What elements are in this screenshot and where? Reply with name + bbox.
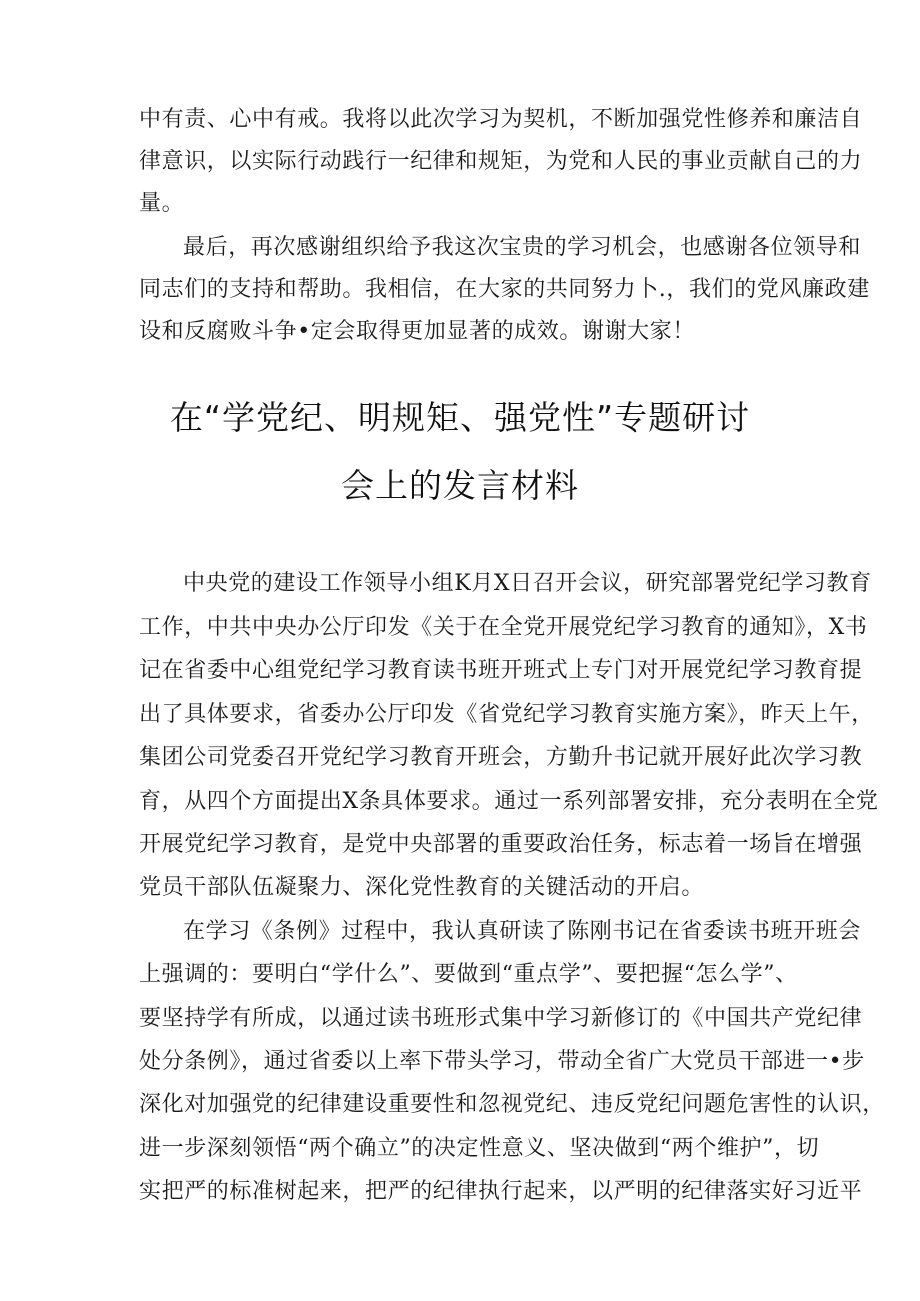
body-line-13: 深化对加强党的纪律建设重要性和忽视党纪、违反党纪问题危害性的认识， (139, 1092, 885, 1117)
body-line-15: 实把严的标准树起来，把严的纪律执行起来，以严明的纪律落实好习近平 (139, 1179, 863, 1204)
body-line-1: 中央党的建设工作领导小组K月X日召开会议，研究部署党纪学习教育 (183, 571, 872, 596)
title-line-2: 会上的发言材料 (341, 466, 579, 505)
intro-line-3: 量。 (139, 191, 185, 216)
body-line-14: 进一步深刻领悟“两个确立”的决定性意义、坚决做到“两个维护”，切 (139, 1136, 820, 1161)
body-line-4: 出了具体要求，省委办公厅印发《省党纪学习教育实施方案》，昨天上午， (139, 702, 874, 727)
body-line-9: 在学习《条例》过程中，我认真研读了陈刚书记在省委读书班开班会 (183, 919, 862, 944)
intro-line-2: 律意识，以实际行动践行一纪律和规矩，为党和人民的事业贡献自己的力 (139, 149, 863, 174)
body-line-10: 上强调的：要明白“学什么”、要做到“重点学”、要把握“怎么学”、 (139, 962, 798, 987)
body-line-3: 记在省委中心组党纪学习教育读书班开班式上专门对开展党纪学习教育提 (139, 658, 863, 683)
body-line-11: 要坚持学有所成，以通过读书班形式集中学习新修订的《中国共产党纪律 (139, 1006, 863, 1031)
body-line-6: 育，从四个方面提出X条具体要求。通过一系列部署安排，充分表明在全党 (139, 789, 879, 814)
body-line-12: 处分条例》，通过省委以上率下带头学习，带动全省广大党员干部进一•步 (139, 1049, 865, 1074)
body-line-2: 工作，中共中央办公厅印发《关于在全党开展党纪学习教育的通知》，X书 (139, 615, 868, 640)
intro-line-1: 中有责、心中有戒。我将以此次学习为契机，不断加强党性修养和廉洁自 (139, 107, 863, 132)
intro-line-4: 最后，再次感谢组织给予我这次宝贵的学习机会，也感谢各位领导和 (183, 235, 862, 260)
intro-line-6: 设和反腐败斗争•定会取得更加显著的成效。谢谢大家！ (139, 319, 695, 344)
body-line-7: 开展党纪学习教育，是党中央部署的重要政治任务，标志着一场旨在增强 (139, 832, 863, 857)
body-line-5: 集团公司党委召开党纪学习教育开班会，方勤升书记就开展好此次学习教 (139, 745, 863, 770)
body-line-8: 党员干部队伍凝聚力、深化党性教育的关键活动的开启。 (139, 875, 705, 900)
title-line-1: 在“学党纪、明规矩、强党性”专题研讨 (169, 398, 751, 437)
intro-line-5: 同志们的支持和帮助。我相信，在大家的共同努力卜.，我们的党风廉政建 (139, 277, 870, 302)
